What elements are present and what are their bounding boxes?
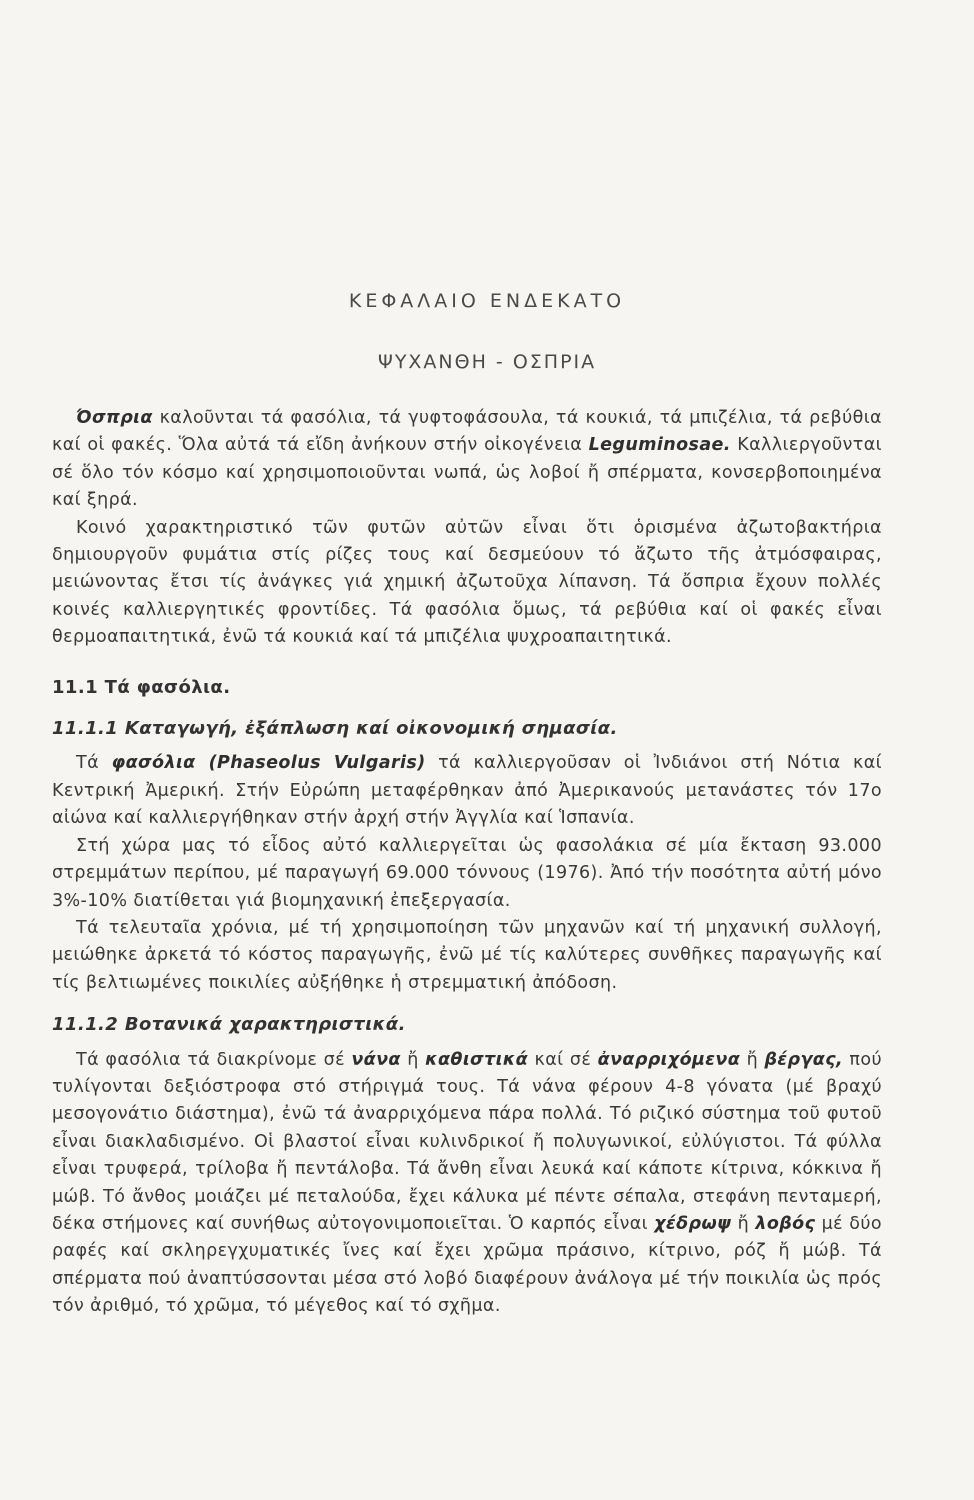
family-name: Leguminosae. [588,435,731,456]
chapter-subtitle: ΨΥΧΑΝΘΗ - ΟΣΠΡΙΑ [377,351,597,373]
paragraph-origin: Τά φασόλια (Phaseolus Vulgaris) τά καλλιεργοῦσαν οἱ Ἰνδιάνοι στή Νότια καί Κεντρική Ἀμερική. Στήν Εὐρώπη μεταφέρθηκαν ἀπό Ἀμερικανούς μετανάστες τόν 17ο αἰώνα καί καλλιεργήθηκαν στήν ἀρχή στήν Ἀγγλία καί Ἱσπανία. [52,753,882,829]
chapter-title: ΚΕΦΑΛΑΙΟ ΕΝΔΕΚΑΤΟ [348,290,626,312]
paragraph-mechanization: Τά τελευταῖα χρόνια, μέ τή χρησιμοποίηση τῶν μηχανῶν καί τή μηχανική συλλογή, μειώθηκε ἀρκετά τό κόστος παραγωγῆς, ἐνῶ μέ τίς καλύτερες συνθῆκες παραγωγῆς καί τίς βελτιωμένες ποικιλίες αὐξήθηκε ἡ στρεμματική ἀπόδοση. [52,917,882,993]
intro-paragraph-1: Όσπρια καλοῦνται τά φασόλια, τά γυφτοφάσουλα, τά κουκιά, τά μπιζέλια, τά ρεβύθια καί οἱ φακές. Ὅλα αὐτά τά εἴδη ἀνήκουν στήν οἰκογένεια Leguminosae. Καλλιεργοῦνται σέ ὅλο τόν κόσμο καί χρησιμοποιοῦνται νωπά, ὡς λοβοί ἤ σπέρματα, κονσερβοποιημένα καί ξηρά. [52,408,882,511]
paragraph-production: Στή χώρα μας τό εἶδος αὐτό καλλιεργεῖται ὡς φασολάκια σέ μία ἔκταση 93.000 στρεμμάτων περίπου, μέ παραγωγή 69.000 τόννους (1976). Ἀπό τήν ποσότητα αὐτή μόνο 3%-10% διατίθεται γιά βιομηχανική ἐπεξεργασία. [52,835,882,911]
section-heading-11-1-2: 11.1.2 Βοτανικά χαρακτηριστικά. [52,1014,406,1036]
term-phaseolus: φασόλια (Phaseolus Vulgaris) [111,753,426,774]
intro-paragraph-2: Κοινό χαρακτηριστικό τῶν φυτῶν αὐτῶν εἶναι ὅτι ὁρισμένα ἀζωτοβακτήρια δημιουργοῦν φυμάτια στίς ρίζες τους καί δεσμεύουν τό ἄζωτο τῆς ἀτμόσφαιρας, μειώνοντας ἔτσι τίς ἀνάγκες γιά χημική ἀζωτοῦχα λίπανση. Τά ὄσπρια ἔχουν πολλές κοινές καλλιεργητικές φροντίδες. Τά φασόλια ὅμως, τά ρεβύθια καί οἱ φακές εἶναι θερμοαπαιτητικά, ἐνῶ τά κουκιά καί τά μπιζέλια ψυχροαπαιτητικά. [52,517,882,648]
paragraph-botany: Τά φασόλια τά διακρίνομε σέ νάνα ἤ καθιστικά καί σέ ἀναρριχόμενα ἤ βέργας, πού τυλίγονται δεξιόστροφα στό στήριγμά τους. Τά νάνα φέρουν 4-8 γόνατα (μέ βραχύ μεσογονάτιο διάστημα), ἐνῶ τά ἀναρριχόμενα πάρα πολλά. Τό ριζικό σύστημα τοῦ φυτοῦ εἶναι διακλαδισμένο. Οἱ βλαστοί εἶναι κυλινδρικοί ἤ πολυγωνικοί, εὐλύγιστοι. Τά φύλλα εἶναι τρυφερά, τρίλοβα ἤ πεντάλοβα. Τά ἄνθη εἶναι λευκά καί κάποτε κίτρινα, κόκκινα ἤ μώβ. Τό ἄνθος μοιάζει μέ πεταλούδα, ἔχει κάλυκα μέ πέντε σέπαλα, στεφάνη πενταμερή, δέκα στήμονες καί συνήθως αὐτογονιμοποιεῖται. Ὁ καρπός εἶναι χέδρωψ ἤ λοβός μέ δύο ραφές καί σκληρεγχυματικές ἴνες καί ἔχει χρῶμα πράσινο, κίτρινο, ρόζ ἤ μώβ. Τά σπέρματα πού ἀναπτύσσονται μέσα στό λοβό διαφέρουν ἀνάλογα μέ τήν ποικιλία ὡς πρός τόν ἀριθμό, τό χρῶμα, τό μέγεθος καί τό σχῆμα. [52,1049,883,1317]
section-heading-11-1-1: 11.1.1 Καταγωγή, ἐξάπλωση καί οἰκονομική σημασία. [52,718,618,740]
body-text [52,405,882,1321]
section-heading-11-1: 11.1 Τά φασόλια. [52,676,231,698]
term-ospria: Όσπρια [76,408,153,428]
